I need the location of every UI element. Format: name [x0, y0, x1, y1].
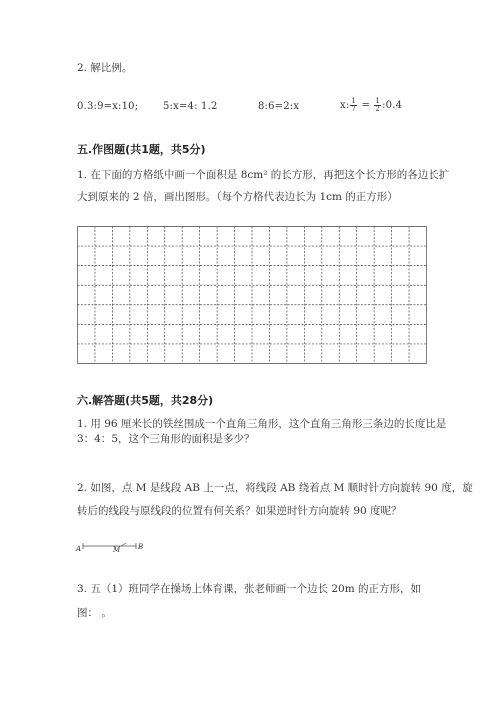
- equation-3: 8:6=2:x: [258, 101, 300, 112]
- ratio-question-title: 2. 解比例。: [77, 62, 133, 74]
- word-problem-3-line-1: 3. 五（1）班同学在操场上体育课，张老师画一个边长 20m 的正方形，如: [77, 583, 422, 595]
- point-a-label: A: [76, 545, 82, 553]
- equation-4: x: $\frac{1}{7}$ = $\frac{1}{2}$ :0.4: [340, 97, 403, 113]
- drawing-question-line-2: 大到原来的 2 倍，画出图形。（每个方格代表边长为 1cm 的正方形）: [77, 191, 398, 203]
- line-segment-figure: [74, 538, 154, 556]
- section-five-header: 五.作图题(共1题，共5分): [77, 143, 206, 156]
- point-m-label: M: [113, 546, 121, 554]
- word-problem-2-line-1: 2. 如图，点 M 是线段 AB 上一点，将线段 AB 绕着点 M 顺时针方向旋转 90 度，旋: [77, 482, 473, 494]
- equation-2: 5:x=4: 1.2: [163, 101, 218, 112]
- word-problem-1-line-2: 3：4：5，这个三角形的面积是多少？: [77, 433, 255, 445]
- word-problem-1-line-1: 1. 用 96 厘米长的铁丝围成一个直角三角形，这个直角三角形三条边的长度比是: [77, 418, 447, 430]
- word-problem-2-line-2: 转后的线段与原线段的位置有何关系？如果逆时针方向旋转 90 度呢？: [77, 505, 402, 517]
- point-b-label: B: [138, 543, 144, 551]
- equation-1: 0.3:9=x:10;: [77, 101, 139, 112]
- fraction-one-half: $\frac{1}{2}$: [375, 97, 381, 113]
- grid-lines: [78, 227, 427, 364]
- grid-paper[interactable]: [77, 226, 427, 364]
- section-six-header: 六.解答题(共5题，共28分): [77, 394, 214, 407]
- word-problem-3-line-2: 图： 。: [77, 607, 112, 619]
- fraction-one-seventh: $\frac{1}{7}$: [351, 97, 357, 113]
- drawing-question-line-1: 1. 在下面的方格纸中画一个面积是 8cm² 的长方形，再把这个长方形的各边长扩: [77, 169, 450, 181]
